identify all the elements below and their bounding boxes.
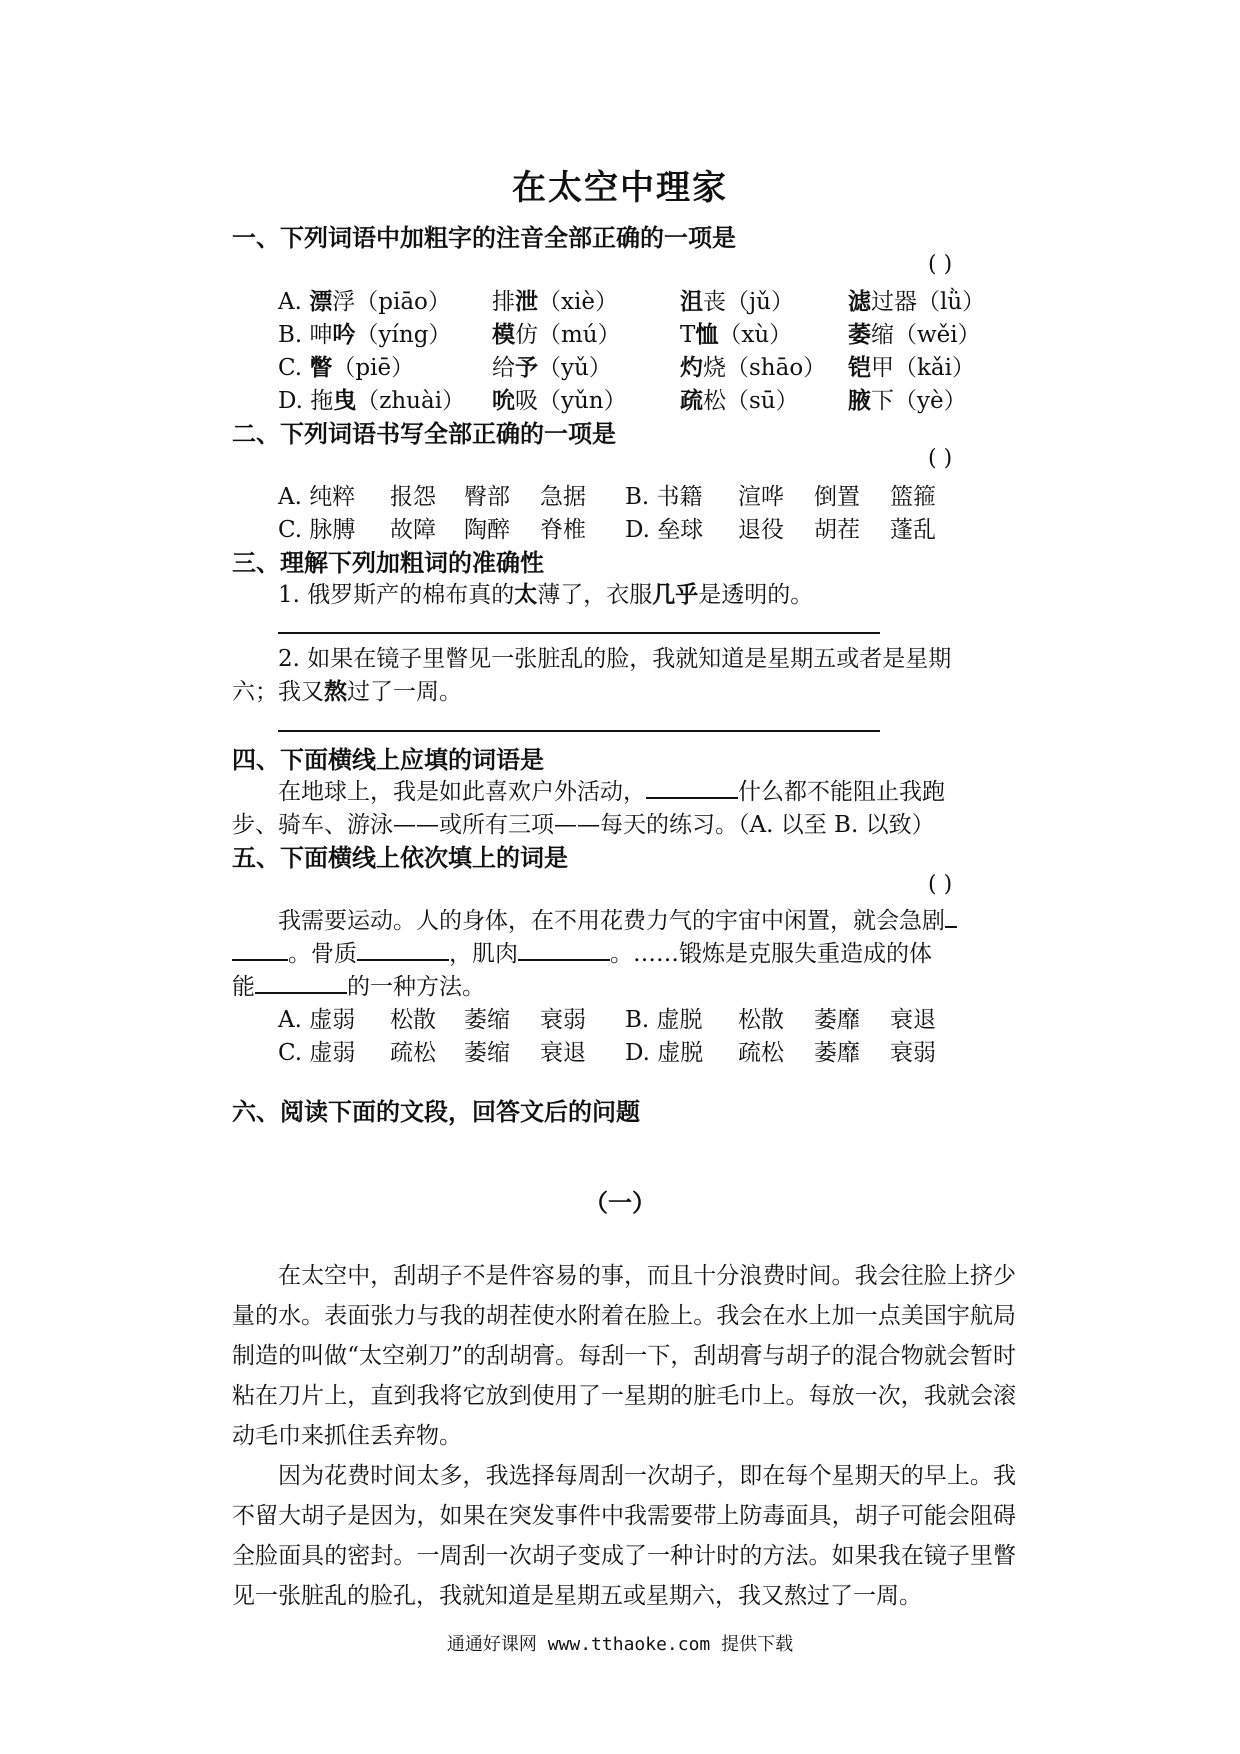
q2-word: B. 书籍 — [625, 484, 703, 510]
q1-option-d4: 腋下（yè） — [848, 387, 967, 414]
q4-line2: 步、骑车、游泳——或所有三项——每天的练习。（A. 以至 B. 以致） — [232, 812, 935, 838]
fill-blank — [518, 935, 610, 961]
q2-word: 故障 — [390, 517, 436, 543]
q2-word: 急据 — [540, 484, 586, 510]
q5-word: 松散 — [738, 1007, 784, 1033]
passage-paragraph-2: 因为花费时间太多，我选择每周刮一次胡子，即在每个星期天的早上。我不留大胡子是因为，如果在突发事件中我需要带上防毒面具，胡子可能会阻碍全脸面具的密封。一周刮一次胡子变成了一种计时的方法。如果我在镜子里瞥见一张脏乱的脸孔，我就知道是星期五或星期六，我又熬过了一周。 — [232, 1463, 1016, 1609]
q1-option-d2: 吮吸（yǔn） — [492, 387, 627, 414]
q2-word: C. 脉膊 — [278, 517, 356, 543]
q4-heading: 四、下面横线上应填的词语是 — [232, 745, 544, 774]
q5-word: A. 虚弱 — [278, 1007, 356, 1033]
q1-option-a4: 滤过器（lǜ） — [848, 288, 986, 315]
q1-answer-paren: ( ) — [928, 252, 953, 277]
q2-word: 退役 — [738, 517, 784, 543]
q2-word: 臀部 — [464, 484, 510, 510]
fill-blank — [232, 935, 288, 961]
answer-line — [278, 630, 880, 634]
q5-word: 萎靡 — [814, 1040, 860, 1066]
q5-word: 衰弱 — [890, 1040, 936, 1066]
passage-paragraph-1: 在太空中，刮胡子不是件容易的事，而且十分浪费时间。我会往脸上挤少量的水。表面张力与我的胡茬使水附着在脸上。我会在水上加一点美国宇航局制造的叫做“太空剃刀”的刮胡膏。每刮一下，刮胡膏与胡子的混合物就会暂时粘在刀片上，直到我将它放到使用了一星期的脏毛巾上。每放一次，我就会滚动毛巾来抓住丢弃物。 — [232, 1263, 1016, 1449]
q1-option-a3: 沮丧（jǔ） — [680, 288, 794, 315]
q2-word: 蓬乱 — [890, 517, 936, 543]
q2-word: D. 垒球 — [625, 517, 704, 543]
q2-word: 渲哗 — [738, 484, 784, 510]
fill-blank — [945, 902, 957, 928]
q5-word: 萎靡 — [814, 1007, 860, 1033]
q5-word: 衰退 — [890, 1007, 936, 1033]
q1-heading: 一、下列词语中加粗字的注音全部正确的一项是 — [232, 223, 736, 252]
q1-option-b2: 模仿（mú） — [492, 321, 621, 348]
q5-line3: 能 的一种方法。 — [232, 968, 485, 1001]
q4-line1: 在地球上，我是如此喜欢户外活动， 什么都不能阻止我跑 — [278, 773, 945, 806]
page-title: 在太空中理家 — [512, 168, 728, 208]
q5-word: 疏松 — [738, 1040, 784, 1066]
q2-answer-paren: ( ) — [928, 446, 953, 471]
q1-option-b4: 萎缩（wěi） — [848, 321, 981, 348]
q1-option-d3: 疏松（sū） — [680, 387, 799, 414]
q2-word: A. 纯粹 — [278, 484, 356, 510]
q3-heading: 三、理解下列加粗词的准确性 — [232, 548, 544, 577]
passage-subtitle: （一） — [584, 1188, 656, 1217]
q1-option-a1: A. 漂浮（piāo） — [278, 288, 451, 315]
fill-blank — [646, 773, 738, 799]
q5-heading: 五、下面横线上依次填上的词是 — [232, 843, 568, 872]
q3-sentence-2-line1: 2. 如果在镜子里瞥见一张脏乱的脸，我就知道是星期五或者是星期 — [278, 646, 952, 672]
q2-word: 倒置 — [814, 484, 860, 510]
q5-line1: 我需要运动。人的身体，在不用花费力气的宇宙中闲置，就会急剧 — [278, 902, 957, 935]
q5-word: 衰退 — [540, 1040, 586, 1066]
q1-option-a2: 排泄（xiè） — [492, 288, 618, 315]
fill-blank — [255, 968, 347, 994]
q5-word: 萎缩 — [464, 1007, 510, 1033]
q2-word: 篮箍 — [890, 484, 936, 510]
q2-word: 报怨 — [390, 484, 436, 510]
q5-line2: 。骨质 ，肌肉 。……锻炼是克服失重造成的体 — [232, 935, 932, 968]
q5-word: 松散 — [390, 1007, 436, 1033]
q3-sentence-2-line2: 六；我又熬过了一周。 — [232, 678, 462, 705]
q5-word: C. 虚弱 — [278, 1040, 356, 1066]
q5-answer-paren: ( ) — [928, 872, 953, 897]
q5-word: 萎缩 — [464, 1040, 510, 1066]
q6-heading: 六、阅读下面的文段，回答文后的问题 — [232, 1097, 640, 1126]
q2-word: 胡茬 — [814, 517, 860, 543]
q1-option-b3: T恤（xù） — [680, 321, 793, 348]
q1-option-c4: 铠甲（kǎi） — [848, 354, 976, 381]
q2-word: 陶醉 — [464, 517, 510, 543]
q5-word: D. 虚脱 — [625, 1040, 704, 1066]
q1-option-c2: 给予（yǔ） — [492, 354, 612, 381]
q1-option-c1: C. 瞥（piē） — [278, 354, 415, 381]
q2-heading: 二、下列词语书写全部正确的一项是 — [232, 419, 616, 448]
q1-option-b1: B. 呻吟（yíng） — [278, 321, 452, 348]
page-footer: 通通好课网 www.tthaoke.com 提供下载 — [446, 1634, 794, 1655]
q5-word: 疏松 — [390, 1040, 436, 1066]
q2-word: 脊椎 — [540, 517, 586, 543]
q1-option-d1: D. 拖曳（zhuài） — [278, 387, 466, 414]
q1-option-c3: 灼烧（shāo） — [680, 354, 827, 381]
answer-line — [278, 728, 880, 732]
q5-word: 衰弱 — [540, 1007, 586, 1033]
fill-blank — [357, 935, 449, 961]
q5-word: B. 虚脱 — [625, 1007, 703, 1033]
q3-sentence-1: 1. 俄罗斯产的棉布真的太薄了，衣服几乎是透明的。 — [278, 581, 814, 608]
